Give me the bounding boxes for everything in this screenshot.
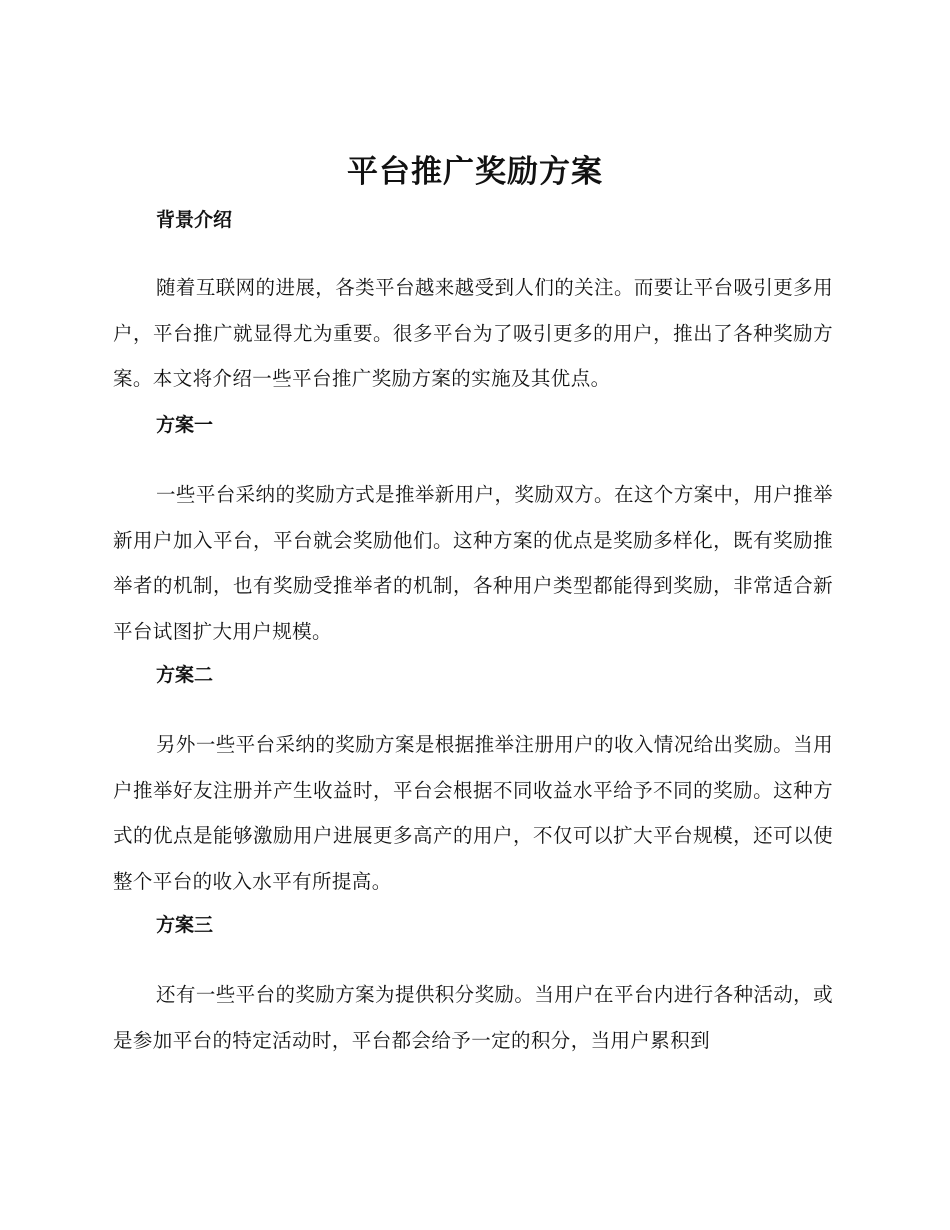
section-paragraph: 随着互联网的进展，各类平台越来越受到人们的关注。而要让平台吸引更多用户，平台推广就显得尤为重要。很多平台为了吸引更多的用户，推出了各种奖励方案。本文将介绍一些平台推广奖励方案的实施及其优点。 [113,276,833,390]
section-paragraph: 另外一些平台采纳的奖励方案是根据推举注册用户的收入情况给出奖励。当用户推举好友注册并产生收益时，平台会根据不同收益水平给予不同的奖励。这种方式的优点是能够激励用户进展更多高产的用户，不仅可以扩大平台规模，还可以使整个平台的收入水平有所提高。 [113,733,833,893]
section-heading: 方案三 [156,914,214,936]
section-heading: 方案二 [156,664,214,686]
section-paragraph: 一些平台采纳的奖励方式是推举新用户，奖励双方。在这个方案中，用户推举新用户加入平台，平台就会奖励他们。这种方案的优点是奖励多样化，既有奖励推举者的机制，也有奖励受推举者的机制，各种用户类型都能得到奖励，非常适合新平台试图扩大用户规模。 [113,483,833,643]
section-heading: 背景介绍 [156,209,233,231]
section-plan-two [113,663,833,904]
section-plan-one [113,413,833,654]
document-title: 平台推广奖励方案 [347,154,603,190]
section-background [113,208,833,402]
section-plan-three [113,913,833,1063]
section-heading: 方案一 [156,414,214,436]
section-paragraph: 还有一些平台的奖励方案为提供积分奖励。当用户在平台内进行各种活动，或是参加平台的特定活动时，平台都会给予一定的积分，当用户累积到 [113,983,833,1052]
